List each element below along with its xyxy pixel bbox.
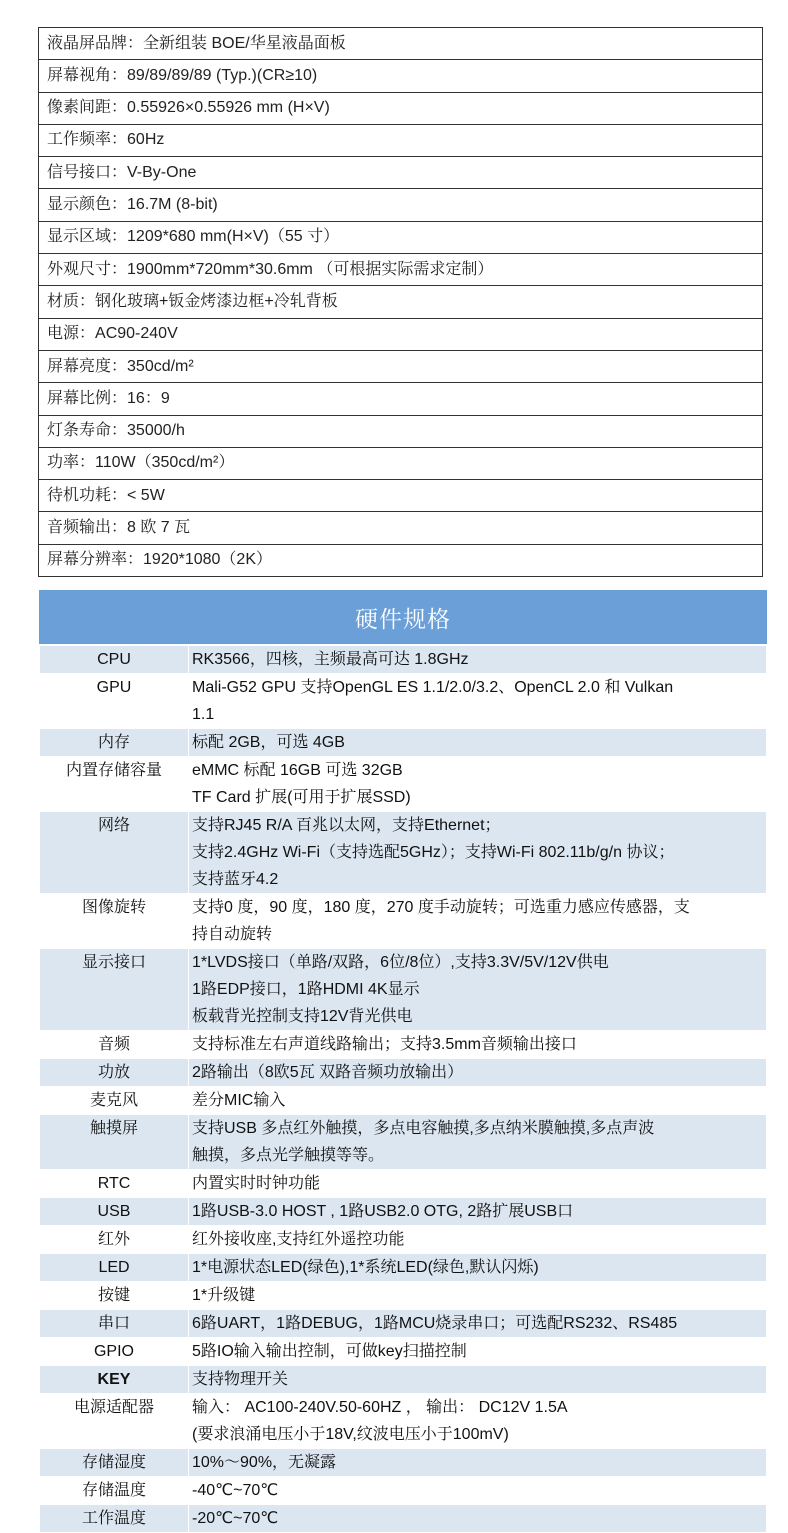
panel-spec-value: 钢化玻璃+钣金烤漆边框+冷轧背板 [95, 292, 338, 310]
hardware-spec-key-text: 存储温度 [81, 1482, 146, 1499]
hardware-spec-key-text: 麦克风 [89, 1092, 138, 1109]
panel-spec-value: 16：9 [127, 389, 170, 407]
panel-spec-label: 功率： [47, 454, 96, 472]
hardware-spec-value [189, 1505, 767, 1533]
hardware-spec-key-text: 音频 [97, 1036, 130, 1053]
hardware-spec-value [189, 1087, 767, 1115]
panel-spec-cell [39, 60, 763, 92]
panel-spec-value: V-By-One [127, 163, 197, 181]
panel-spec-row [39, 92, 763, 124]
hardware-spec-key [40, 1031, 189, 1059]
panel-spec-label: 电源： [47, 325, 96, 343]
panel-spec-row [39, 157, 763, 189]
panel-spec-value: 0.55926×0.55926 mm (H×V) [127, 99, 330, 117]
hardware-spec-key [40, 1087, 189, 1115]
hardware-spec-key-text: GPIO [93, 1343, 134, 1360]
panel-spec-row [39, 447, 763, 479]
hardware-spec-value-line: 标配 2GB，可选 4GB [192, 734, 345, 751]
hardware-spec-key [40, 1226, 189, 1254]
hardware-spec-row [40, 1115, 767, 1170]
panel-spec-row [39, 480, 763, 512]
panel-spec-row [39, 221, 763, 253]
hardware-spec-key [40, 1449, 189, 1477]
hardware-spec-value-line: RK3566，四核，主频最高可达 1.8GHz [192, 651, 469, 668]
hardware-spec-value [189, 646, 767, 674]
panel-spec-value: < 5W [127, 486, 165, 504]
panel-spec-label: 显示区域： [47, 228, 128, 246]
panel-spec-value: 1900mm*720mm*30.6mm （可根据实际需求定制） [127, 260, 494, 278]
hardware-spec-value-line: 1路USB-3.0 HOST , 1路USB2.0 OTG, 2路扩展USB口 [192, 1203, 574, 1220]
hardware-spec-row [40, 1170, 767, 1198]
hardware-spec-value-line: 差分MIC输入 [192, 1092, 286, 1109]
panel-spec-label: 信号接口： [47, 163, 128, 181]
hardware-spec-key-text: 电源适配器 [73, 1399, 154, 1416]
hardware-spec-row [40, 1254, 767, 1282]
panel-spec-row [39, 124, 763, 156]
hardware-spec-key [40, 646, 189, 674]
hardware-spec-key [40, 1254, 189, 1282]
panel-spec-cell [39, 544, 763, 576]
panel-spec-label: 工作频率： [47, 131, 128, 149]
hardware-spec-key-text: GPU [96, 679, 132, 696]
hardware-spec-key-text: USB [97, 1203, 131, 1220]
panel-spec-value: 16.7M (8-bit) [127, 196, 218, 214]
hardware-spec-key [40, 1170, 189, 1198]
hardware-spec-row [40, 1310, 767, 1338]
hardware-spec-value-line: 支持物理开关 [192, 1371, 289, 1388]
panel-spec-value: AC90-240V [95, 325, 178, 343]
hardware-spec-value [189, 1254, 767, 1282]
panel-spec-label: 屏幕分辨率： [47, 551, 144, 569]
hardware-spec-value [189, 757, 767, 812]
panel-spec-label: 屏幕视角： [47, 66, 128, 84]
hardware-spec-key-text: 串口 [97, 1315, 130, 1332]
panel-spec-value: 350cd/m² [127, 357, 194, 375]
hardware-spec-key [40, 757, 189, 812]
hardware-spec-value-line: 1*升级键 [192, 1287, 256, 1304]
hardware-spec-value-line: 内置实时时钟功能 [192, 1175, 321, 1192]
panel-spec-row [39, 286, 763, 318]
hardware-spec-value-line: 持自动旋转 [192, 926, 273, 943]
hardware-spec-key-text: 网络 [97, 817, 130, 834]
hardware-spec-key [40, 1505, 189, 1533]
panel-spec-label: 显示颜色： [47, 196, 128, 214]
hardware-spec-key [40, 812, 189, 894]
panel-spec-value: 60Hz [127, 131, 165, 149]
panel-spec-value: 110W（350cd/m²） [95, 454, 235, 472]
hardware-spec-value [189, 729, 767, 757]
hardware-spec-value [189, 1394, 767, 1449]
hardware-spec-key-text: 红外 [97, 1231, 130, 1248]
hardware-spec-key [40, 729, 189, 757]
hardware-spec-row [40, 1282, 767, 1310]
panel-spec-cell [39, 512, 763, 544]
panel-spec-label: 外观尺寸： [47, 260, 128, 278]
panel-spec-cell [39, 447, 763, 479]
panel-spec-cell [39, 318, 763, 350]
hardware-spec-value [189, 674, 767, 729]
hardware-spec-row [40, 1394, 767, 1449]
hardware-spec-key [40, 1198, 189, 1226]
hardware-spec-table [39, 645, 767, 1533]
hardware-spec-value [189, 949, 767, 1031]
hardware-spec-key [40, 1366, 189, 1394]
hardware-spec-row [40, 1505, 767, 1533]
panel-spec-cell [39, 189, 763, 221]
hardware-spec-key [40, 1059, 189, 1087]
hardware-spec-row [40, 1087, 767, 1115]
panel-spec-label: 屏幕比例： [47, 389, 128, 407]
panel-spec-cell [39, 350, 763, 382]
hardware-spec-value-line: eMMC 标配 16GB 可选 32GB [192, 762, 403, 779]
panel-spec-row [39, 350, 763, 382]
hardware-spec-value-line: 板载背光控制支持12V背光供电 [192, 1008, 413, 1025]
panel-spec-cell [39, 480, 763, 512]
panel-spec-cell [39, 254, 763, 286]
hardware-spec-key-text: 内置存储容量 [65, 762, 162, 779]
panel-spec-cell [39, 286, 763, 318]
hardware-spec-value-line: -40℃~70℃ [192, 1482, 279, 1499]
hardware-spec-row [40, 1366, 767, 1394]
panel-spec-value: 8 欧 7 瓦 [127, 518, 191, 536]
panel-spec-row [39, 189, 763, 221]
hardware-spec-row [40, 757, 767, 812]
hardware-spec-key [40, 1282, 189, 1310]
panel-spec-cell [39, 28, 763, 60]
hardware-spec-value [189, 1115, 767, 1170]
panel-spec-value: 1209*680 mm(H×V)（55 寸） [127, 228, 340, 246]
hardware-spec-key [40, 894, 189, 949]
hardware-spec-key-text: LED [98, 1259, 130, 1276]
hardware-spec-key [40, 1310, 189, 1338]
hardware-spec-value-line: 支持蓝牙4.2 [192, 871, 279, 888]
hardware-spec-row [40, 1477, 767, 1505]
hardware-spec-row [40, 1449, 767, 1477]
panel-spec-label: 像素间距： [47, 99, 128, 117]
hardware-spec-key [40, 1394, 189, 1449]
hardware-spec-key [40, 1477, 189, 1505]
panel-spec-label: 待机功耗： [47, 486, 128, 504]
hardware-spec-key-text: CPU [97, 651, 131, 668]
hardware-spec-key [40, 949, 189, 1031]
hardware-spec-key-text: 功放 [97, 1064, 130, 1081]
panel-spec-cell [39, 383, 763, 415]
panel-spec-label: 屏幕亮度： [47, 357, 128, 375]
hardware-spec-key-text: 图像旋转 [81, 899, 146, 916]
panel-spec-value: 89/89/89/89 (Typ.)(CR≥10) [127, 66, 318, 84]
panel-spec-row [39, 318, 763, 350]
hardware-spec-row [40, 894, 767, 949]
panel-spec-cell [39, 92, 763, 124]
hardware-spec-value [189, 1338, 767, 1366]
hardware-spec-value-line: 1*电源状态LED(绿色),1*系统LED(绿色,默认闪烁) [192, 1259, 539, 1276]
panel-spec-label: 音频输出： [47, 518, 128, 536]
hardware-spec-value-line: 10%～90%，无凝露 [192, 1454, 337, 1471]
hardware-spec-value-line: 支持USB 多点红外触摸，多点电容触摸,多点纳米膜触摸,多点声波 [192, 1120, 655, 1137]
hardware-spec-value-line: 6路UART，1路DEBUG，1路MCU烧录串口；可选配RS232、RS485 [192, 1315, 678, 1332]
hardware-spec-value-line: 输入： AC100-240V.50-60HZ ， 输出： DC12V 1.5A [192, 1399, 568, 1416]
hardware-spec-row [40, 1059, 767, 1087]
hardware-spec-key [40, 1115, 189, 1170]
panel-spec-cell [39, 415, 763, 447]
hardware-spec-value-line: 2路输出（8欧5瓦 双路音频功放输出） [192, 1064, 464, 1081]
hardware-spec-value-line: 1.1 [192, 706, 215, 723]
hardware-spec-value-line: TF Card 扩展(可用于扩展SSD) [192, 789, 411, 806]
hardware-spec-key-text: 工作温度 [81, 1510, 146, 1527]
hardware-spec-value-line: (要求浪涌电压小于18V,纹波电压小于100mV) [192, 1426, 509, 1443]
panel-spec-label: 液晶屏品牌： [47, 34, 144, 52]
hardware-spec-value [189, 1310, 767, 1338]
panel-spec-value: 1920*1080（2K） [143, 551, 273, 569]
hardware-spec-row [40, 812, 767, 894]
hardware-spec-key [40, 674, 189, 729]
hardware-spec-value-line: 5路IO输入输出控制，可做key扫描控制 [192, 1343, 467, 1360]
hardware-spec-key-text: KEY [97, 1371, 131, 1388]
hardware-spec-key-text: RTC [97, 1175, 131, 1192]
hardware-spec-value-line: 支持标准左右声道线路输出；支持3.5mm音频输出接口 [192, 1036, 577, 1053]
hardware-spec-value-line: 触摸，多点光学触摸等等。 [192, 1147, 385, 1164]
hardware-spec-row [40, 729, 767, 757]
hardware-spec-value-line: 支持RJ45 R/A 百兆以太网，支持Ethernet； [192, 817, 501, 834]
panel-spec-table [38, 27, 763, 577]
hardware-spec-value-line: 红外接收座,支持红外遥控功能 [192, 1231, 405, 1248]
panel-spec-value: 全新组装 BOE/华星液晶面板 [143, 34, 346, 52]
hardware-spec-value [189, 1031, 767, 1059]
hardware-spec-value-line: 支持2.4GHz Wi-Fi（支持选配5GHz）；支持Wi-Fi 802.11b/g/n 协议； [192, 844, 675, 861]
hardware-spec-key [40, 1338, 189, 1366]
hardware-spec-value-line: -20℃~70℃ [192, 1510, 279, 1527]
hardware-spec-row [40, 1338, 767, 1366]
hardware-spec-value [189, 812, 767, 894]
panel-spec-row [39, 254, 763, 286]
hardware-spec-row [40, 949, 767, 1031]
panel-spec-row [39, 512, 763, 544]
hardware-spec-row [40, 674, 767, 729]
hardware-spec-value [189, 1226, 767, 1254]
hardware-spec-value-line: 1路EDP接口，1路HDMI 4K显示 [192, 981, 420, 998]
hardware-spec-row [40, 1198, 767, 1226]
hardware-spec-value-line: 1*LVDS接口（单路/双路，6位/8位）,支持3.3V/5V/12V供电 [192, 954, 609, 971]
hardware-spec-key-text: 触摸屏 [89, 1120, 138, 1137]
hardware-spec-value [189, 1449, 767, 1477]
hardware-spec-value [189, 1170, 767, 1198]
hardware-spec-key-text: 按键 [97, 1287, 130, 1304]
hardware-spec-row [40, 1031, 767, 1059]
panel-spec-row [39, 544, 763, 576]
hardware-spec-key-text: 存储湿度 [81, 1454, 146, 1471]
hardware-spec-key-text: 内存 [97, 734, 130, 751]
hardware-spec-value [189, 1282, 767, 1310]
hardware-spec-value [189, 1198, 767, 1226]
hardware-spec-row [40, 646, 767, 674]
panel-spec-cell [39, 157, 763, 189]
panel-spec-row [39, 28, 763, 60]
hardware-spec-row [40, 1226, 767, 1254]
panel-spec-cell [39, 124, 763, 156]
hardware-spec-key-text: 显示接口 [81, 954, 146, 971]
hardware-spec-value-line: Mali-G52 GPU 支持OpenGL ES 1.1/2.0/3.2、OpenCL 2.0 和 Vulkan [192, 679, 674, 696]
hardware-spec-title: 硬件规格 [39, 590, 767, 644]
panel-spec-label: 材质： [47, 292, 96, 310]
panel-spec-row [39, 383, 763, 415]
panel-spec-row [39, 415, 763, 447]
hardware-spec-value [189, 1366, 767, 1394]
panel-spec-cell [39, 221, 763, 253]
hardware-spec-value [189, 1059, 767, 1087]
panel-spec-value: 35000/h [127, 422, 185, 440]
hardware-spec-value [189, 1477, 767, 1505]
panel-spec-row [39, 60, 763, 92]
panel-spec-label: 灯条寿命： [47, 422, 128, 440]
hardware-spec-value [189, 894, 767, 949]
hardware-spec-value-line: 支持0 度，90 度，180 度，270 度手动旋转；可选重力感应传感器，支 [192, 899, 690, 916]
